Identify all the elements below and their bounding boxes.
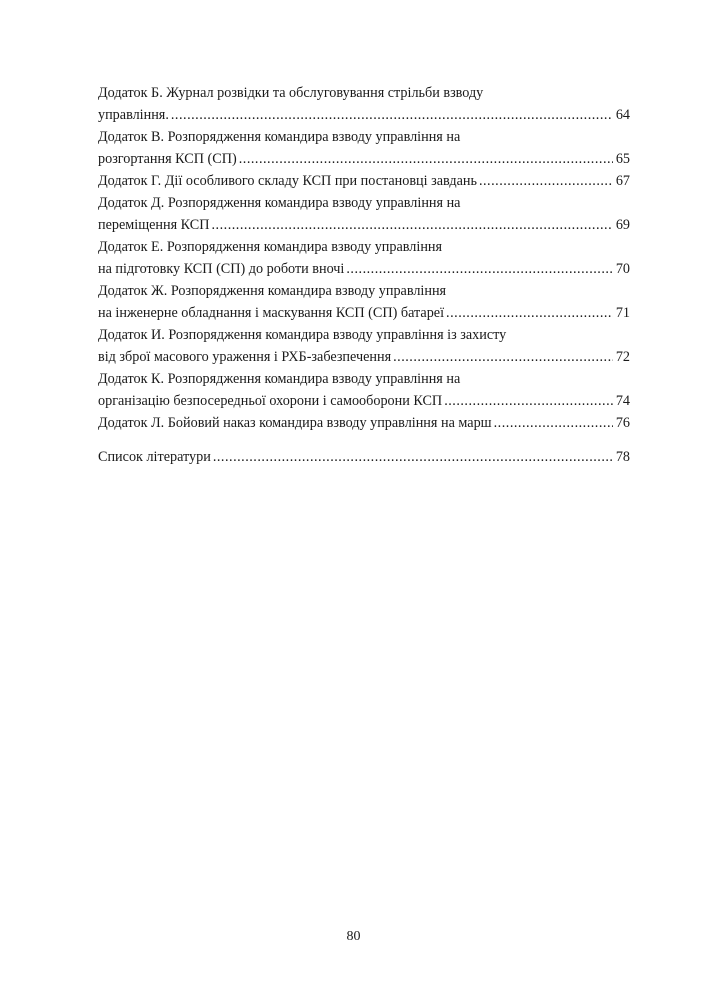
table-of-contents: [98, 82, 630, 468]
toc-entry-appendix-y[interactable]: [98, 324, 630, 368]
toc-page-number: 69: [615, 217, 630, 233]
toc-entry-appendix-v[interactable]: [98, 126, 630, 170]
toc-page-number: 76: [615, 415, 630, 431]
toc-entry-appendix-h[interactable]: [98, 170, 630, 192]
toc-page-number: 74: [615, 393, 630, 409]
page-number: 80: [346, 929, 361, 944]
dot-leader: [239, 148, 613, 170]
toc-entry-title: Додаток Ж. Розпорядження командира взводу управління: [98, 283, 447, 299]
toc-entry-title: Додаток Б. Журнал розвідки та обслуговування стрільби взводу: [98, 85, 484, 101]
toc-entry-appendix-e[interactable]: [98, 236, 630, 280]
dot-leader: [213, 446, 613, 468]
toc-entry-title: Додаток В. Розпорядження командира взводу управління на: [98, 129, 461, 145]
dot-leader: [444, 390, 613, 412]
toc-page-number: 64: [615, 107, 630, 123]
toc-entry-title: Список літератури: [98, 449, 211, 465]
toc-entry-title-cont: на підготовку КСП (СП) до роботи вночі: [98, 261, 345, 277]
toc-entry-appendix-b[interactable]: [98, 82, 630, 126]
toc-page-number: 70: [615, 261, 630, 277]
toc-entry-title: Додаток К. Розпорядження командира взводу управління на: [98, 371, 461, 387]
dot-leader: [479, 170, 613, 192]
toc-page-number: 71: [615, 305, 630, 321]
toc-entry-title-cont: від зброї масового ураження і РХБ-забезпечення: [98, 349, 392, 365]
toc-entry-title: Додаток Г. Дії особливого складу КСП при постановці завдань: [98, 173, 477, 189]
toc-entry-appendix-k[interactable]: [98, 368, 630, 412]
toc-page-number: 78: [615, 449, 630, 465]
toc-page-number: 67: [615, 173, 630, 189]
dot-leader: [446, 302, 613, 324]
toc-entry-appendix-zh[interactable]: [98, 280, 630, 324]
toc-entry-title-cont: розгортання КСП (СП): [98, 151, 237, 167]
dot-leader: [494, 412, 613, 434]
toc-entry-title: Додаток Е. Розпорядження командира взводу управління: [98, 239, 443, 255]
toc-entry-title: Додаток И. Розпорядження командира взводу управління із захисту: [98, 327, 507, 343]
toc-entry-title-cont: управління.: [98, 107, 169, 123]
toc-entry-appendix-l[interactable]: [98, 412, 630, 434]
toc-entry-literature[interactable]: [98, 446, 630, 468]
dot-leader: [346, 258, 612, 280]
toc-entry-title: Додаток Л. Бойовий наказ командира взводу управління на марш: [98, 415, 492, 431]
dot-leader: [212, 214, 613, 236]
toc-page-number: 72: [615, 349, 630, 365]
toc-entry-title-cont: організацію безпосередньої охорони і самооборони КСП: [98, 393, 443, 409]
toc-page-number: 65: [615, 151, 630, 167]
toc-entry-title-cont: переміщення КСП: [98, 217, 210, 233]
toc-entry-title-cont: на інженерне обладнання і маскування КСП (СП) батареї: [98, 305, 445, 321]
toc-entry-title: Додаток Д. Розпорядження командира взводу управління на: [98, 195, 461, 211]
spacer: [98, 434, 630, 446]
dot-leader: [171, 104, 613, 126]
toc-entry-appendix-d[interactable]: [98, 192, 630, 236]
dot-leader: [393, 346, 613, 368]
